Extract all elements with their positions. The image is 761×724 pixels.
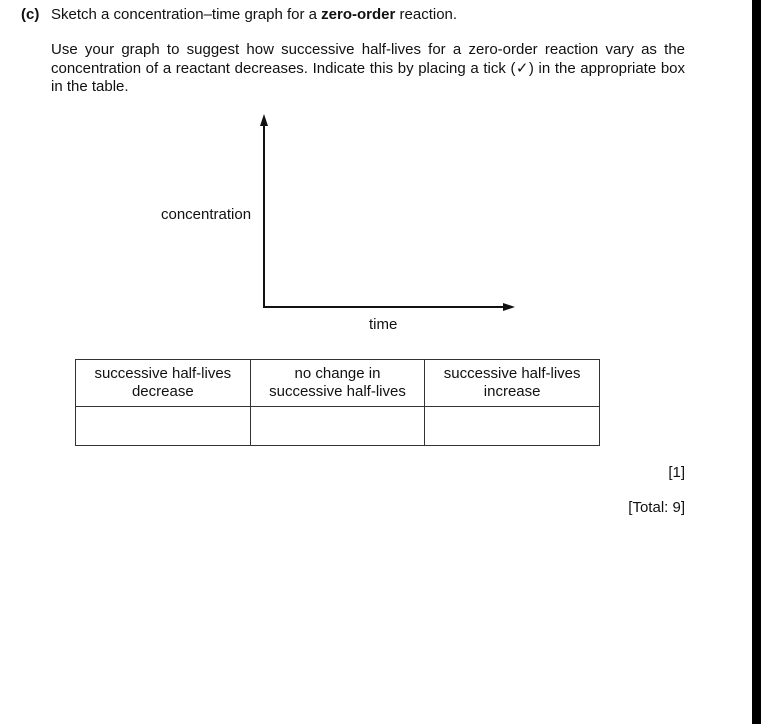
prompt-bold: zero-order: [321, 6, 396, 23]
x-axis-arrowhead: [503, 303, 515, 311]
x-axis-label: time: [369, 316, 398, 333]
tick-box-no-change[interactable]: [250, 407, 425, 446]
question-label: (c): [21, 6, 40, 23]
option-increase: successive half-lives increase: [425, 360, 600, 407]
tick-box-increase[interactable]: [425, 407, 600, 446]
option-decrease: successive half-lives decrease: [76, 360, 251, 407]
instruction-text: Use your graph to suggest how successive half-lives for a zero-order reaction vary as the concentration of a reactant decreases. Indicate this by placing a tick (✓) in the appropriate box in the table.: [51, 41, 685, 95]
y-axis-label: concentration: [161, 206, 252, 223]
y-axis-arrowhead: [260, 114, 268, 126]
marks-label: [1]: [668, 464, 685, 481]
table-header-row: [76, 360, 600, 407]
tick-row: [76, 407, 600, 446]
answer-table: [75, 359, 600, 446]
tick-box-decrease[interactable]: [76, 407, 251, 446]
prompt-suffix: reaction.: [395, 6, 458, 23]
total-marks-label: [Total: 9]: [628, 499, 685, 516]
option-no-change: no change in successive half-lives: [250, 360, 425, 407]
prompt-prefix: Sketch a concentration–time graph for a: [51, 6, 322, 23]
